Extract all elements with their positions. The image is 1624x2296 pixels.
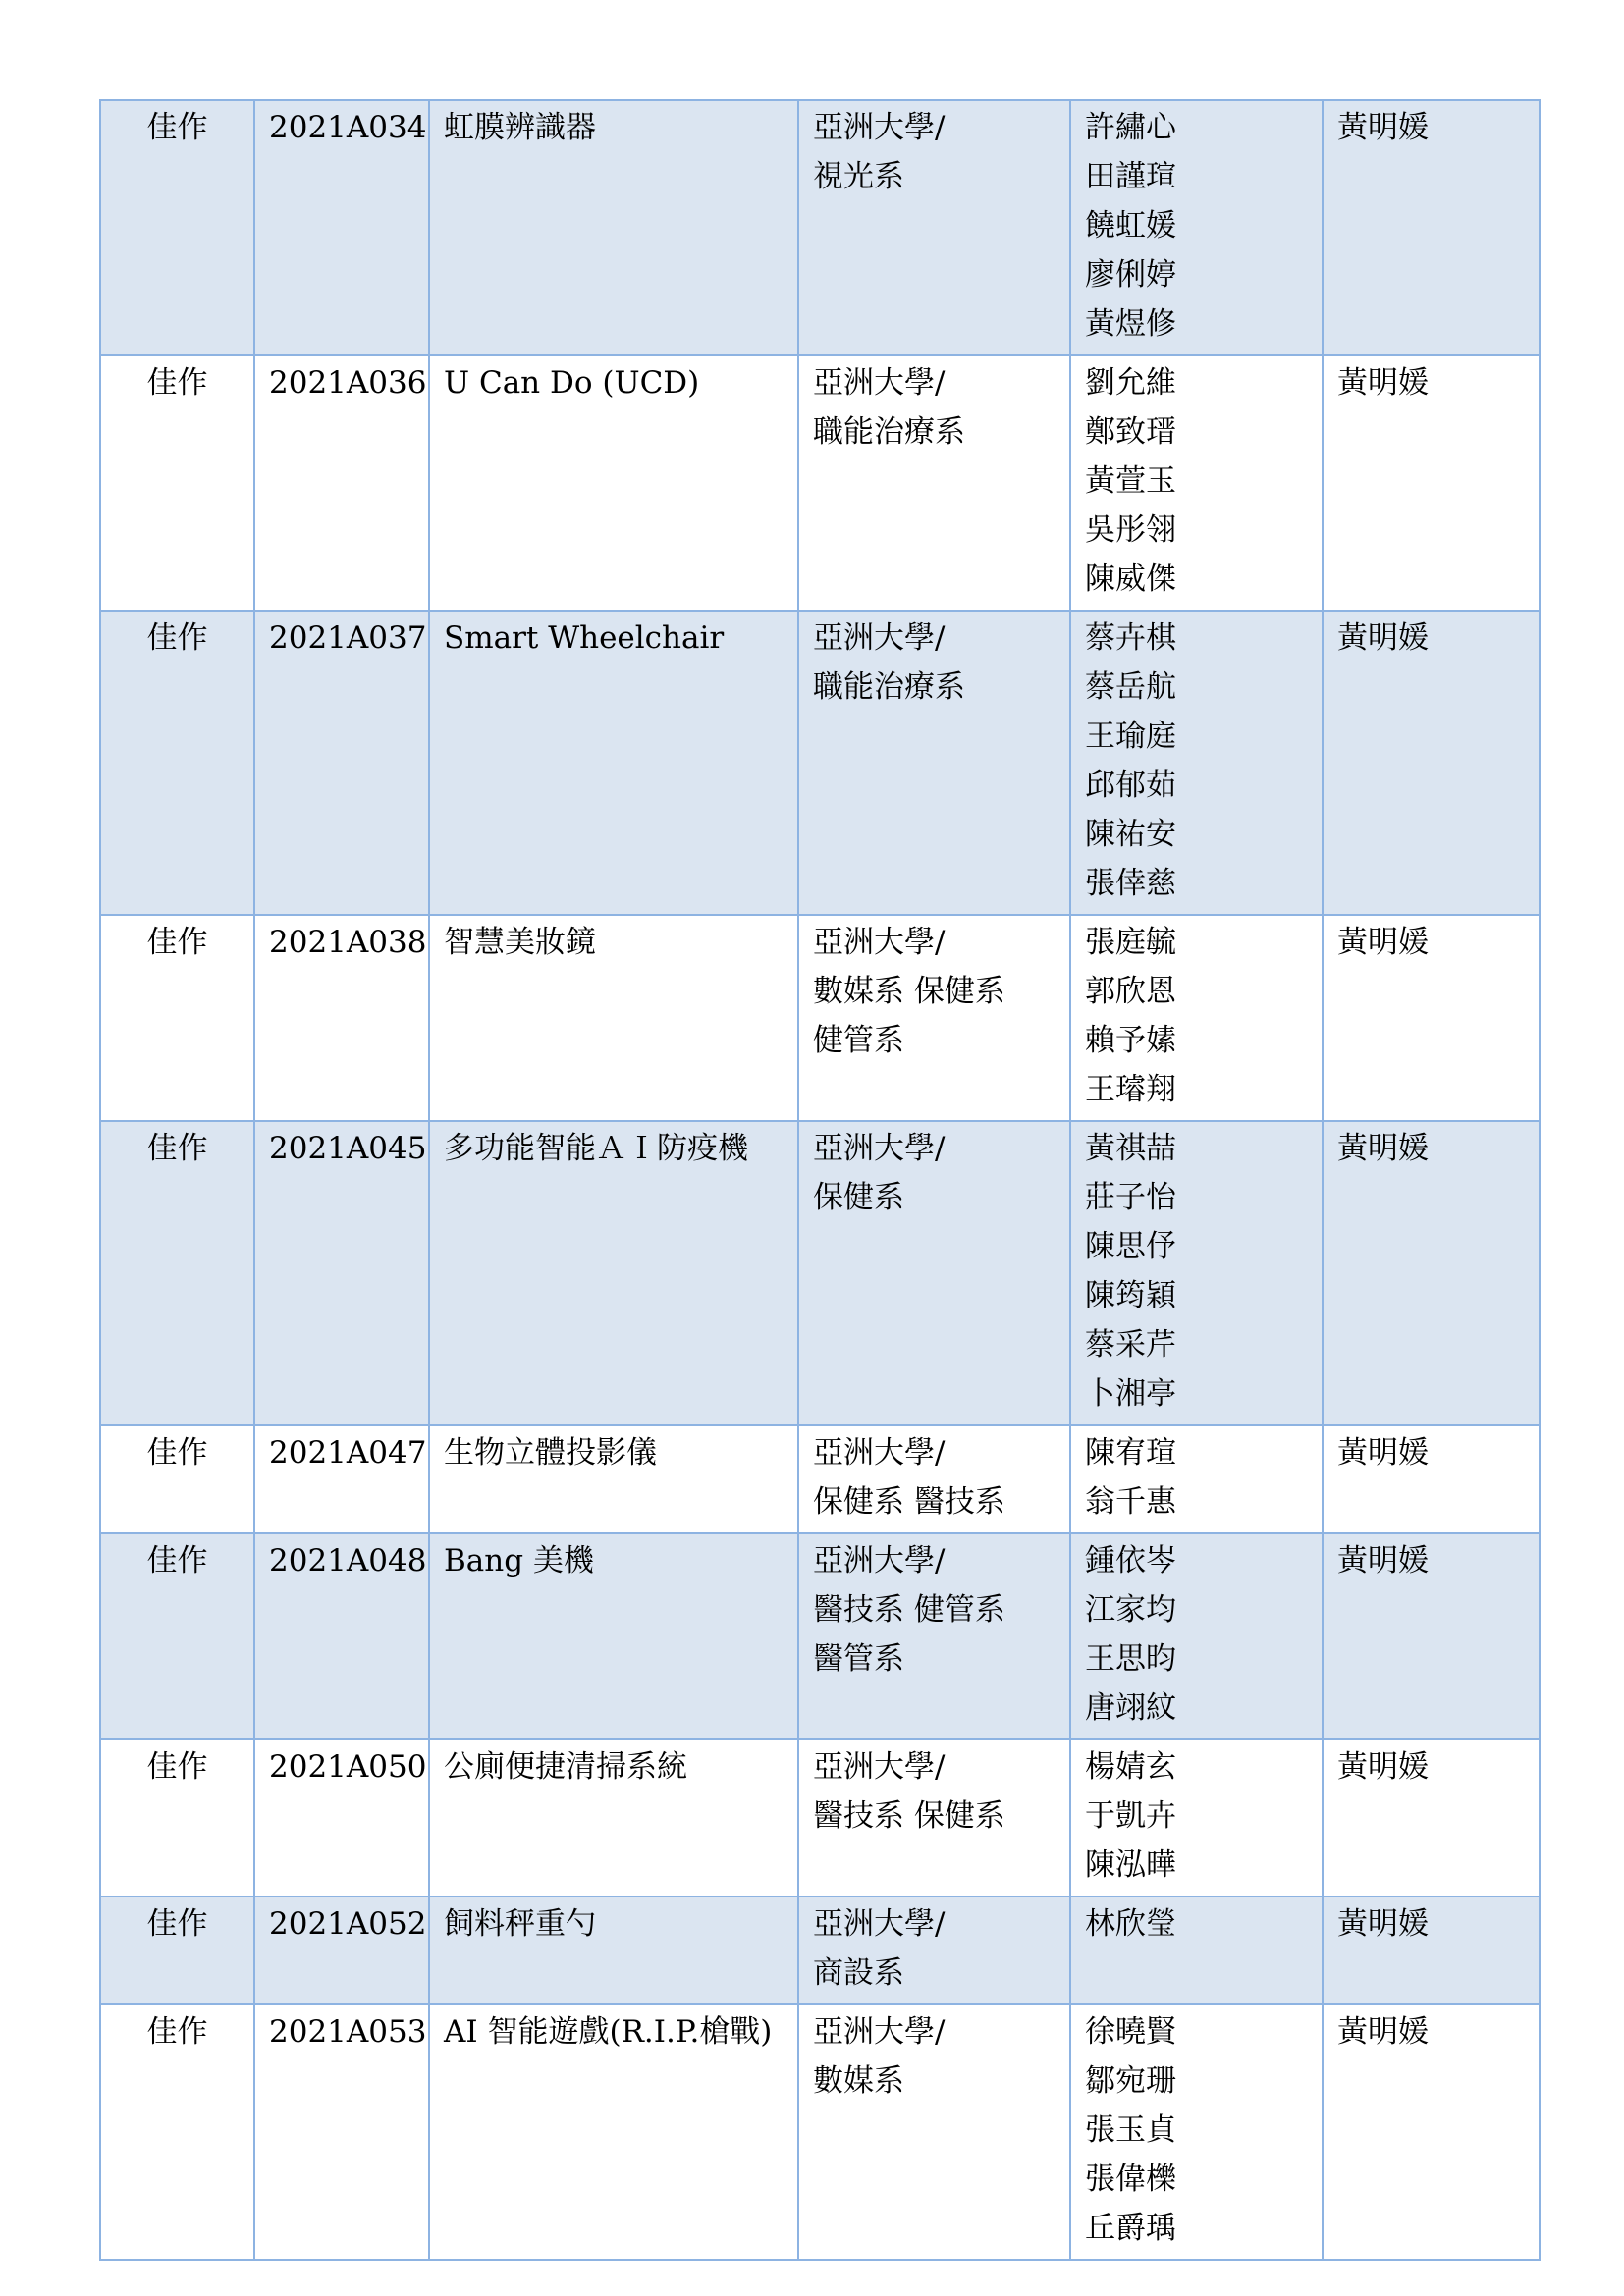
member-name: 黃萱玉 [1085, 463, 1176, 499]
department-cell [798, 1121, 1070, 1425]
table-row [100, 355, 1540, 611]
advisor-cell: 黃明媛 [1323, 2004, 1540, 2260]
member-name: 陳泓曄 [1085, 1847, 1176, 1883]
advisor-cell: 黃明媛 [1323, 915, 1540, 1121]
department-line: 亞洲大學/ [813, 1543, 946, 1578]
department-line: 商設系 [813, 1955, 904, 1991]
member-name: 鄭致瑨 [1085, 414, 1176, 450]
entry-title-cell: U Can Do (UCD) [429, 355, 798, 611]
members-cell [1070, 1896, 1323, 2004]
members-cell [1070, 915, 1323, 1121]
advisor-cell: 黃明媛 [1323, 1739, 1540, 1896]
entry-id-cell: 2021A036 [254, 355, 429, 611]
department-line: 職能治療系 [813, 414, 965, 450]
members-cell [1070, 355, 1323, 611]
department-line: 亞洲大學/ [813, 365, 946, 400]
department-line: 職能治療系 [813, 669, 965, 705]
entry-title-cell: 公廁便捷清掃系統 [429, 1739, 798, 1896]
member-name: 吳彤翎 [1085, 512, 1176, 548]
entry-id-cell: 2021A038 [254, 915, 429, 1121]
member-name: 張偉櫟 [1085, 2162, 1176, 2197]
member-name: 王瑜庭 [1085, 719, 1176, 754]
member-name: 陳思伃 [1085, 1229, 1176, 1264]
award-cell: 佳作 [100, 2004, 254, 2260]
department-line: 亞洲大學/ [813, 925, 946, 960]
member-name: 許繡心 [1085, 110, 1176, 145]
member-name: 鍾依岑 [1085, 1543, 1176, 1578]
department-cell [798, 2004, 1070, 2260]
member-name: 陳筠穎 [1085, 1278, 1176, 1313]
entry-id-cell: 2021A037 [254, 611, 429, 915]
member-name: 陳宥瑄 [1085, 1435, 1176, 1470]
members-cell [1070, 2004, 1323, 2260]
department-line: 健管系 [813, 1023, 904, 1058]
members-cell [1070, 1425, 1323, 1533]
table-row [100, 1425, 1540, 1533]
department-line: 保健系 [813, 1180, 904, 1215]
department-cell [798, 1739, 1070, 1896]
entry-id-cell: 2021A052 [254, 1896, 429, 2004]
department-line: 亞洲大學/ [813, 1131, 946, 1166]
department-line: 亞洲大學/ [813, 110, 946, 145]
advisor-cell: 黃明媛 [1323, 1121, 1540, 1425]
entry-title-cell: 多功能智能ＡＩ防疫機 [429, 1121, 798, 1425]
member-name: 唐翊紋 [1085, 1690, 1176, 1726]
advisor-cell: 黃明媛 [1323, 1425, 1540, 1533]
table-row [100, 1896, 1540, 2004]
member-name: 黃煜修 [1085, 306, 1176, 342]
department-line: 保健系 醫技系 [813, 1484, 1005, 1520]
entry-title-cell: 虹膜辨識器 [429, 100, 798, 355]
department-line: 視光系 [813, 159, 904, 194]
department-line: 醫技系 健管系 [813, 1592, 1005, 1628]
member-name: 江家均 [1085, 1592, 1176, 1628]
department-cell [798, 611, 1070, 915]
department-cell [798, 1425, 1070, 1533]
award-cell: 佳作 [100, 355, 254, 611]
member-name: 蔡岳航 [1085, 669, 1176, 705]
department-line: 亞洲大學/ [813, 1906, 946, 1942]
members-cell [1070, 100, 1323, 355]
member-name: 郭欣恩 [1085, 974, 1176, 1009]
award-cell: 佳作 [100, 1896, 254, 2004]
advisor-cell: 黃明媛 [1323, 355, 1540, 611]
award-cell: 佳作 [100, 1739, 254, 1896]
members-cell [1070, 1739, 1323, 1896]
table-row [100, 1739, 1540, 1896]
department-line: 數媒系 保健系 [813, 974, 1005, 1009]
member-name: 于凱卉 [1085, 1798, 1176, 1834]
member-name: 賴予嫊 [1085, 1023, 1176, 1058]
table-row [100, 1121, 1540, 1425]
entry-title-cell: Bang 美機 [429, 1533, 798, 1739]
member-name: 蔡卉棋 [1085, 620, 1176, 656]
advisor-cell: 黃明媛 [1323, 611, 1540, 915]
member-name: 邱郁茹 [1085, 768, 1176, 803]
advisor-cell: 黃明媛 [1323, 100, 1540, 355]
department-line: 醫管系 [813, 1641, 904, 1677]
advisor-cell: 黃明媛 [1323, 1896, 1540, 2004]
entry-title-cell: AI 智能遊戲(R.I.P.槍戰) [429, 2004, 798, 2260]
entry-id-cell: 2021A048 [254, 1533, 429, 1739]
member-name: 鄒宛珊 [1085, 2063, 1176, 2099]
entry-id-cell: 2021A050 [254, 1739, 429, 1896]
awards-table-body [100, 100, 1540, 2260]
entry-id-cell: 2021A053 [254, 2004, 429, 2260]
award-cell: 佳作 [100, 1425, 254, 1533]
member-name: 林欣瑩 [1085, 1906, 1176, 1942]
member-name: 卜湘亭 [1085, 1376, 1176, 1412]
department-line: 數媒系 [813, 2063, 904, 2099]
entry-title-cell: 飼料秤重勺 [429, 1896, 798, 2004]
member-name: 翁千惠 [1085, 1484, 1176, 1520]
award-cell: 佳作 [100, 915, 254, 1121]
member-name: 陳祐安 [1085, 817, 1176, 852]
member-name: 饒虹媛 [1085, 208, 1176, 243]
entry-title-cell: 生物立體投影儀 [429, 1425, 798, 1533]
award-cell: 佳作 [100, 100, 254, 355]
entry-title-cell: Smart Wheelchair [429, 611, 798, 915]
advisor-cell: 黃明媛 [1323, 1533, 1540, 1739]
department-line: 亞洲大學/ [813, 1435, 946, 1470]
member-name: 陳威傑 [1085, 561, 1176, 597]
member-name: 楊婧玄 [1085, 1749, 1176, 1785]
member-name: 劉允維 [1085, 365, 1176, 400]
department-cell [798, 355, 1070, 611]
award-cell: 佳作 [100, 611, 254, 915]
member-name: 張倖慈 [1085, 866, 1176, 901]
member-name: 丘爵瑀 [1085, 2211, 1176, 2246]
member-name: 田謹瑄 [1085, 159, 1176, 194]
department-cell [798, 1896, 1070, 2004]
entry-title-cell: 智慧美妝鏡 [429, 915, 798, 1121]
member-name: 黃祺喆 [1085, 1131, 1176, 1166]
member-name: 王璿翔 [1085, 1072, 1176, 1107]
member-name: 張玉貞 [1085, 2112, 1176, 2148]
member-name: 張庭毓 [1085, 925, 1176, 960]
table-row [100, 611, 1540, 915]
department-cell [798, 100, 1070, 355]
table-row [100, 915, 1540, 1121]
department-line: 亞洲大學/ [813, 2014, 946, 2050]
department-line: 亞洲大學/ [813, 1749, 946, 1785]
department-line: 醫技系 保健系 [813, 1798, 1005, 1834]
members-cell [1070, 1121, 1323, 1425]
entry-id-cell: 2021A034 [254, 100, 429, 355]
entry-id-cell: 2021A045 [254, 1121, 429, 1425]
member-name: 徐曉賢 [1085, 2014, 1176, 2050]
entry-id-cell: 2021A047 [254, 1425, 429, 1533]
table-row [100, 100, 1540, 355]
department-cell [798, 915, 1070, 1121]
table-row [100, 1533, 1540, 1739]
award-cell: 佳作 [100, 1533, 254, 1739]
awards-table [99, 99, 1541, 2261]
members-cell [1070, 1533, 1323, 1739]
department-line: 亞洲大學/ [813, 620, 946, 656]
member-name: 廖俐婷 [1085, 257, 1176, 293]
members-cell [1070, 611, 1323, 915]
table-row [100, 2004, 1540, 2260]
member-name: 蔡采芹 [1085, 1327, 1176, 1362]
department-cell [798, 1533, 1070, 1739]
award-cell: 佳作 [100, 1121, 254, 1425]
member-name: 莊子怡 [1085, 1180, 1176, 1215]
member-name: 王思昀 [1085, 1641, 1176, 1677]
